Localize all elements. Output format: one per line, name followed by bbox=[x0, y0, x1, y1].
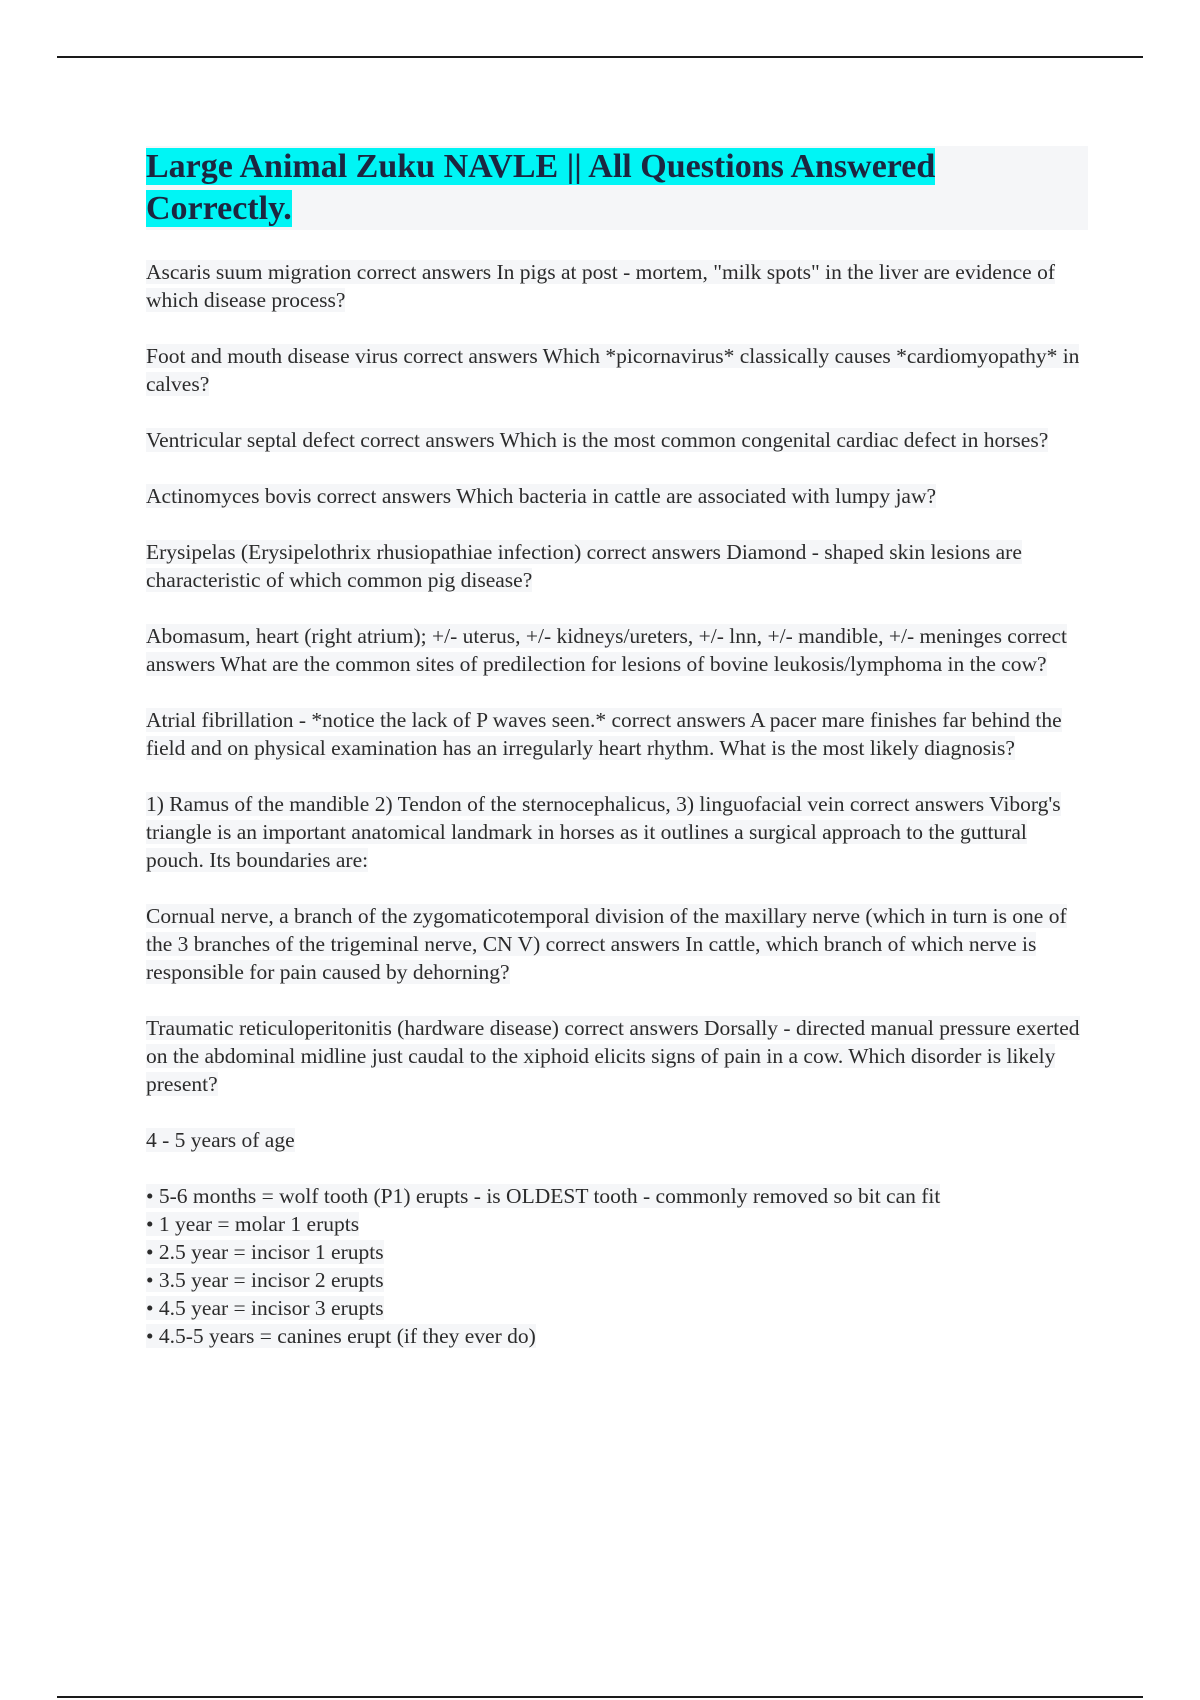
qa-item-5: Erysipelas (Erysipelothrix rhusiopathiae infection) correct answers Diamond - shaped skin lesions are characteristic of which common pig disease? bbox=[146, 540, 1022, 592]
list-item: • 2.5 year = incisor 1 erupts bbox=[146, 1240, 384, 1264]
list-item: • 1 year = molar 1 erupts bbox=[146, 1212, 360, 1236]
qa-item-10: Traumatic reticuloperitonitis (hardware disease) correct answers Dorsally - directed manual pressure exerted on the abdominal midline just caudal to the xiphoid elicits signs of pain in a cow. Which disorder is likely present? bbox=[146, 1016, 1080, 1096]
title-block bbox=[146, 146, 1088, 230]
qa-item-8: 1) Ramus of the mandible 2) Tendon of the sternocephalicus, 3) linguofacial vein correct answers Viborg's triangle is an important anatomical landmark in horses as it outlines a surgical approach to the guttural pouch. Its boundaries are: bbox=[146, 792, 1061, 872]
list-item: • 3.5 year = incisor 2 erupts bbox=[146, 1268, 384, 1292]
document-body bbox=[146, 146, 1086, 1350]
document-title bbox=[146, 146, 1088, 230]
qa-item-1: Ascaris suum migration correct answers In pigs at post - mortem, "milk spots" in the liver are evidence of which disease process? bbox=[146, 260, 1055, 312]
age-heading: 4 - 5 years of age bbox=[146, 1128, 295, 1152]
qa-item-6: Abomasum, heart (right atrium); +/- uterus, +/- kidneys/ureters, +/- lnn, +/- mandible, +/- meninges correct answers What are the common sites of predilection for lesions of bovine leukosis/lymphoma in the cow? bbox=[146, 624, 1067, 676]
title-text: Large Animal Zuku NAVLE || All Questions Answered Correctly. bbox=[146, 148, 936, 227]
qa-item-9: Cornual nerve, a branch of the zygomaticotemporal division of the maxillary nerve (which in turn is one of the 3 branches of the trigeminal nerve, CN V) correct answers In cattle, which branch of which nerve is responsible for pain caused by dehorning? bbox=[146, 904, 1067, 984]
top-rule bbox=[57, 56, 1143, 58]
tooth-eruption-list bbox=[146, 1182, 1086, 1350]
list-item: • 4.5 year = incisor 3 erupts bbox=[146, 1296, 384, 1320]
qa-item-2: Foot and mouth disease virus correct answers Which *picornavirus* classically causes *cardiomyopathy* in calves? bbox=[146, 344, 1080, 396]
qa-item-7: Atrial fibrillation - *notice the lack of P waves seen.* correct answers A pacer mare finishes far behind the field and on physical examination has an irregularly heart rhythm. What is the most likely diagnosis? bbox=[146, 708, 1062, 760]
qa-item-4: Actinomyces bovis correct answers Which bacteria in cattle are associated with lumpy jaw? bbox=[146, 484, 937, 508]
bottom-rule bbox=[57, 1696, 1143, 1698]
qa-item-3: Ventricular septal defect correct answers Which is the most common congenital cardiac defect in horses? bbox=[146, 428, 1049, 452]
list-item: • 4.5-5 years = canines erupt (if they ever do) bbox=[146, 1324, 536, 1348]
list-item: • 5-6 months = wolf tooth (P1) erupts - is OLDEST tooth - commonly removed so bit can fit bbox=[146, 1184, 941, 1208]
